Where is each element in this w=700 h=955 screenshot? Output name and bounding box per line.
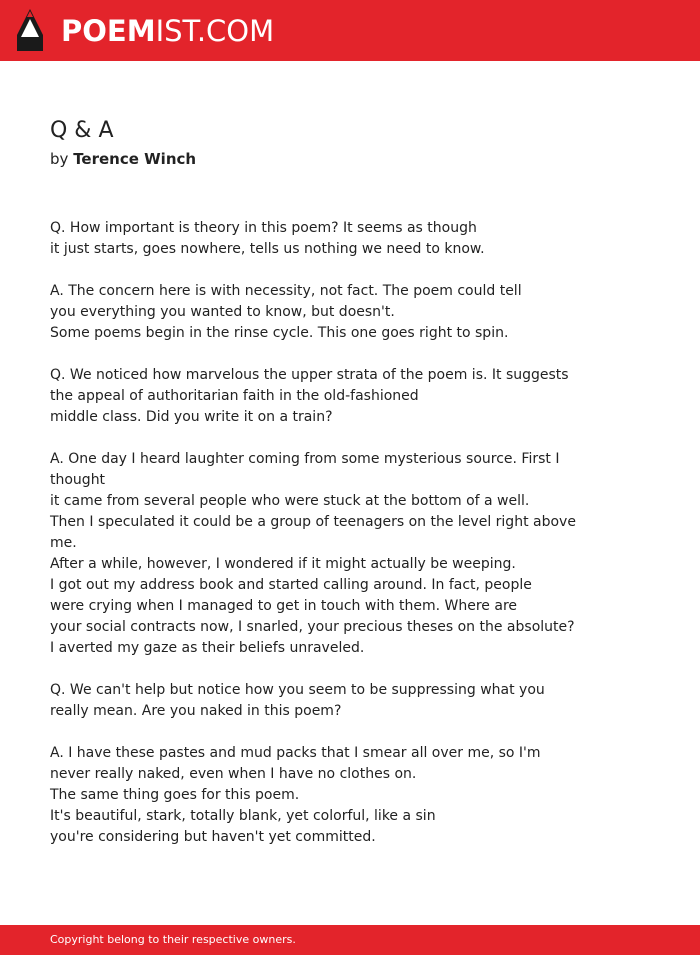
- poem-title: Q & A: [50, 118, 114, 143]
- pencil-icon[interactable]: [17, 9, 43, 51]
- poem-line: thought: [50, 472, 106, 488]
- logo-bold-text: POEM: [61, 14, 156, 48]
- poem-line: the appeal of authoritarian faith in the old-fashioned: [50, 388, 419, 404]
- poem-line: it came from several people who were stuck at the bottom of a well.: [50, 493, 530, 509]
- byline: [50, 148, 196, 170]
- stanza: [50, 449, 576, 659]
- poem-line: middle class. Did you write it on a train?: [50, 409, 333, 425]
- poem-line: you everything you wanted to know, but doesn't.: [50, 304, 395, 320]
- poem-line: I averted my gaze as their beliefs unraveled.: [50, 640, 365, 656]
- site-footer: [0, 925, 700, 955]
- poem-line: The same thing goes for this poem.: [50, 787, 300, 803]
- poem-line: Q. We noticed how marvelous the upper strata of the poem is. It suggests: [50, 367, 569, 383]
- poem-line: were crying when I managed to get in touch with them. Where are: [50, 598, 518, 614]
- stanza: [50, 281, 570, 344]
- poem-line: Some poems begin in the rinse cycle. This one goes right to spin.: [50, 325, 509, 341]
- author-name[interactable]: Terence Winch: [73, 150, 197, 168]
- stanza: [50, 743, 570, 848]
- poem-line: It's beautiful, stark, totally blank, yet colorful, like a sin: [50, 808, 436, 824]
- poem-line: After a while, however, I wondered if it might actually be weeping.: [50, 556, 516, 572]
- site-logo[interactable]: [61, 11, 274, 51]
- poem-line: A. The concern here is with necessity, not fact. The poem could tell: [50, 283, 522, 299]
- poem-line: never really naked, even when I have no clothes on.: [50, 766, 417, 782]
- poem-line: I got out my address book and started calling around. In fact, people: [50, 577, 532, 593]
- poem-body: [50, 218, 576, 869]
- copyright-text: Copyright belong to their respective owners.: [50, 933, 296, 946]
- site-header: [0, 0, 700, 61]
- poem-line: your social contracts now, I snarled, your precious theses on the absolute?: [50, 619, 575, 635]
- poem-line: it just starts, goes nowhere, tells us nothing we need to know.: [50, 241, 485, 257]
- stanza: [50, 218, 570, 260]
- logo-light-text: IST.COM: [155, 14, 275, 48]
- poem-line: A. I have these pastes and mud packs that I smear all over me, so I'm: [50, 745, 541, 761]
- stanza: [50, 680, 570, 722]
- poem-line: Q. How important is theory in this poem? It seems as though: [50, 220, 477, 236]
- by-label: by: [50, 150, 69, 168]
- poem-line: really mean. Are you naked in this poem?: [50, 703, 342, 719]
- stanza: [50, 365, 570, 428]
- poem-line: Then I speculated it could be a group of teenagers on the level right above: [50, 514, 576, 530]
- poem-line: Q. We can't help but notice how you seem to be suppressing what you: [50, 682, 545, 698]
- poem-line: you're considering but haven't yet committed.: [50, 829, 376, 845]
- poem-line: me.: [50, 535, 77, 551]
- poem-line: A. One day I heard laughter coming from some mysterious source. First I: [50, 451, 560, 467]
